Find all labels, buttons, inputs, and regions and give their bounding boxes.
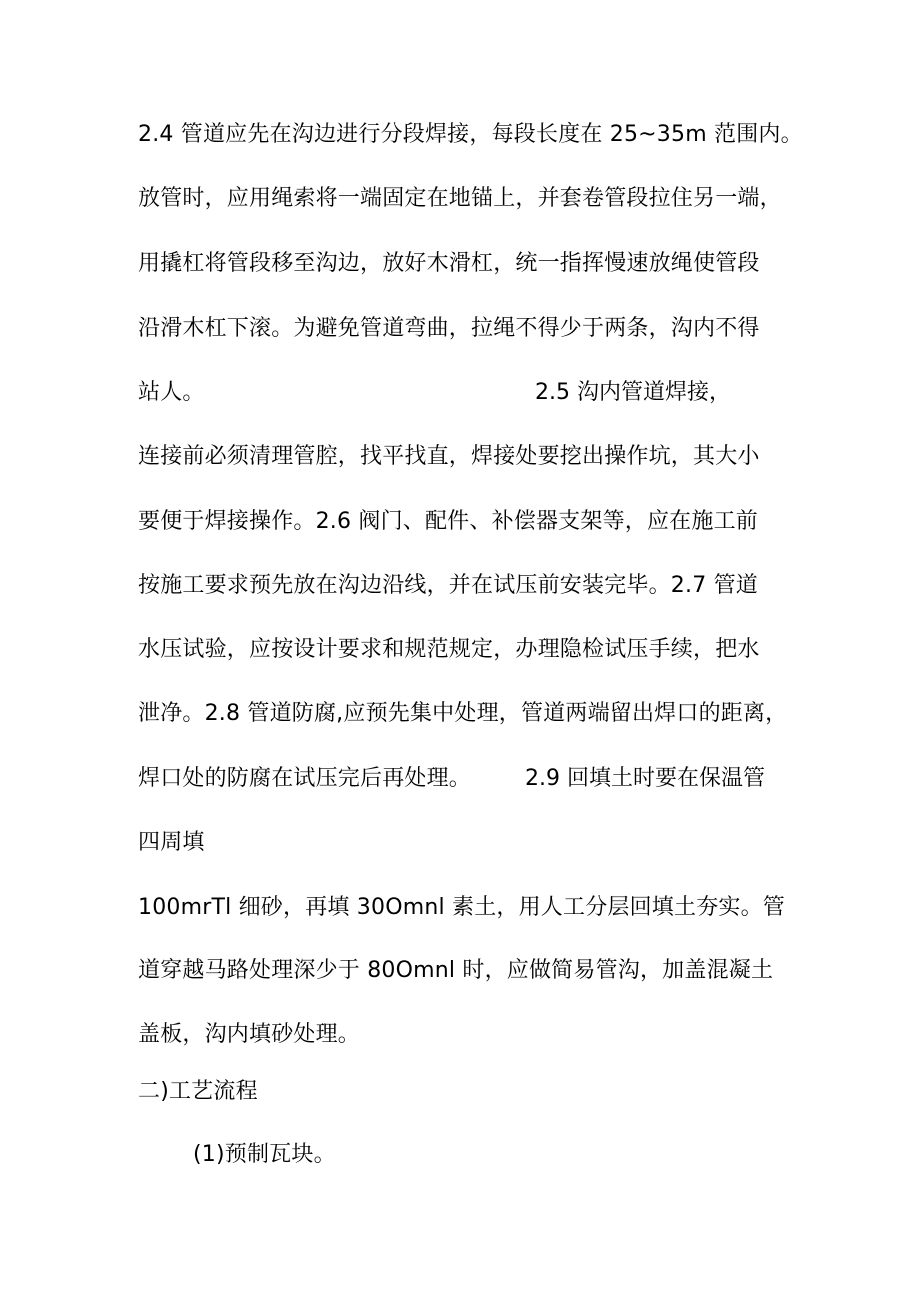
paragraph-line: 放管时，应用绳索将一端固定在地锚上，并套卷管段拉住另一端，	[138, 186, 782, 211]
paragraph-line: 水压试验，应按设计要求和规范规定，办理隐检试压手续，把水	[138, 637, 760, 662]
paragraph-line: 2.4 管道应先在沟边进行分段焊接，每段长度在 25~35m 范围内。	[138, 122, 803, 147]
paragraph-line: 盖板，沟内填砂处理。	[138, 1022, 361, 1047]
paragraph-line: 连接前必须清理管腔，找平找直，焊接处要挖出操作坑，其大小	[138, 444, 760, 469]
paragraph-line: 沿滑木杠下滚。为避免管道弯曲，拉绳不得少于两条，沟内不得	[138, 316, 760, 341]
paragraph-line: 100mrTl 细砂，再填 30Omnl 素土，用人工分层回填土夯实。管	[138, 895, 785, 920]
list-item: (1)预制瓦块。	[193, 1142, 336, 1167]
paragraph-line: 按施工要求预先放在沟边沿线，并在试压前安装完毕。2.7 管道	[138, 573, 758, 598]
paragraph-line: 道穿越马路处理深少于 80Omnl 时，应做简易管沟，加盖混凝土	[138, 958, 774, 983]
paragraph-line: 焊口处的防腐在试压完后再处理。	[138, 766, 472, 791]
section-2-5-heading: 2.5 沟内管道焊接，	[535, 380, 731, 405]
paragraph-line: 站人。	[138, 380, 205, 405]
paragraph-line: 要便于焊接操作。2.6 阀门、配件、补偿器支架等，应在施工前	[138, 509, 758, 534]
paragraph-line: 用撬杠将管段移至沟边，放好木滑杠，统一指挥慢速放绳使管段	[138, 251, 760, 276]
paragraph-line: 四周填	[138, 830, 205, 855]
section-2-9-heading: 2.9 回填土时要在保温管	[525, 766, 765, 791]
paragraph-line: 泄净。2.8 管道防腐,应预先集中处理，管道两端留出焊口的距离，	[138, 701, 788, 726]
section-heading: 二)工艺流程	[138, 1079, 258, 1104]
